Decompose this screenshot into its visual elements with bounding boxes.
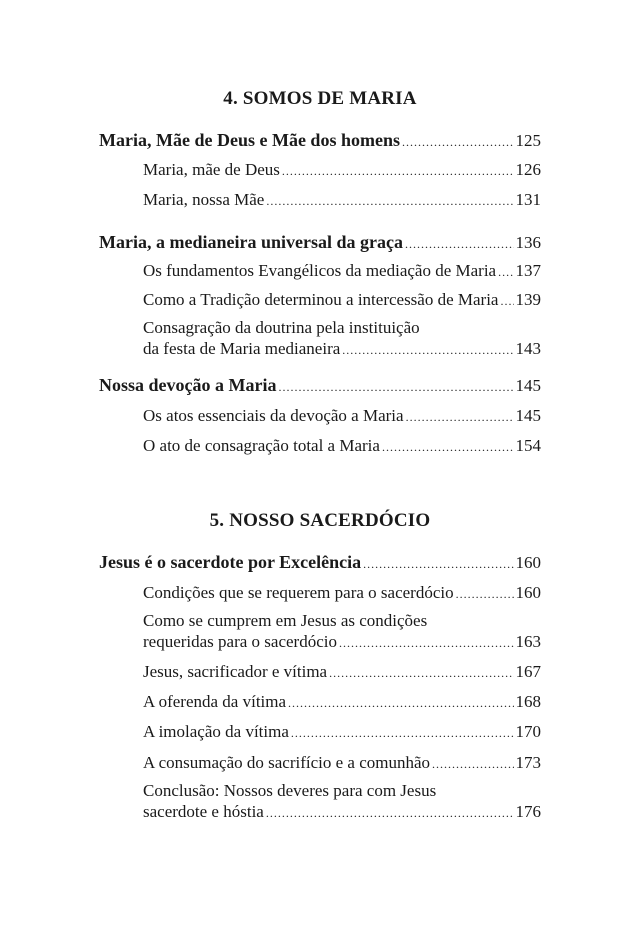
toc-entry bbox=[99, 230, 541, 256]
chapter-heading: 5. NOSSO SACERDÓCIO bbox=[209, 510, 431, 531]
entry-title-line1: Consagração da doutrina pela instituição bbox=[143, 318, 420, 337]
dot-leader bbox=[456, 582, 514, 606]
entry-page: 145 bbox=[515, 376, 541, 395]
entry-page: 173 bbox=[515, 753, 541, 772]
dot-leader bbox=[402, 130, 514, 154]
toc-entry bbox=[143, 337, 541, 362]
entry-page: 160 bbox=[515, 553, 541, 572]
dot-leader bbox=[432, 752, 513, 776]
entry-title: Os atos essenciais da devoção a Maria bbox=[143, 406, 404, 425]
entry-page: 137 bbox=[515, 261, 541, 280]
entry-title: Maria, nossa Mãe bbox=[143, 190, 265, 209]
dot-leader bbox=[329, 661, 513, 685]
entry-title: Nossa devoção a Maria bbox=[99, 375, 277, 395]
entry-title: A imolação da vítima bbox=[143, 722, 289, 741]
entry-page: 125 bbox=[515, 131, 541, 150]
entry-page: 143 bbox=[515, 339, 541, 358]
entry-page: 167 bbox=[515, 662, 541, 681]
entry-title: Jesus é o sacerdote por Excelência bbox=[99, 552, 362, 572]
entry-title: Jesus, sacrificador e vítima bbox=[143, 662, 328, 681]
dot-leader bbox=[266, 801, 514, 825]
entry-page: 136 bbox=[515, 233, 541, 252]
entry-page: 160 bbox=[515, 583, 541, 602]
dot-leader bbox=[363, 552, 513, 576]
entry-page: 139 bbox=[515, 290, 541, 309]
entry-title: Maria, mãe de Deus bbox=[143, 160, 280, 179]
toc-entry bbox=[143, 434, 541, 459]
entry-page: 170 bbox=[515, 722, 541, 741]
entry-title-line1: Como se cumprem em Jesus as condições bbox=[143, 611, 428, 630]
toc-entry bbox=[143, 158, 541, 183]
entry-title: Condições que se requerem para o sacerdócio bbox=[143, 583, 454, 602]
entry-title-line1: Conclusão: Nossos deveres para com Jesus bbox=[143, 781, 437, 800]
dot-leader bbox=[498, 260, 513, 284]
entry-title: Maria, a medianeira universal da graça bbox=[99, 232, 403, 252]
toc-entry bbox=[143, 288, 541, 313]
toc-entry bbox=[143, 581, 541, 606]
entry-page: 145 bbox=[515, 406, 541, 425]
toc-entry bbox=[143, 720, 541, 745]
toc-entry bbox=[143, 630, 541, 655]
entry-title: da festa de Maria medianeira bbox=[143, 339, 341, 358]
dot-leader bbox=[342, 338, 513, 362]
dot-leader bbox=[278, 375, 513, 399]
entry-page: 176 bbox=[515, 802, 541, 821]
dot-leader bbox=[339, 631, 514, 655]
entry-title: Os fundamentos Evangélicos da mediação de Maria bbox=[143, 261, 497, 280]
chapter-heading: 4. SOMOS DE MARIA bbox=[223, 88, 417, 109]
dot-leader bbox=[288, 691, 513, 715]
entry-title: A consumação do sacrifício e a comunhão bbox=[143, 753, 431, 772]
toc-entry bbox=[143, 800, 541, 825]
entry-title: sacerdote e hóstia bbox=[143, 802, 264, 821]
dot-leader bbox=[406, 405, 514, 429]
entry-page: 168 bbox=[515, 692, 541, 711]
toc-entry bbox=[143, 188, 541, 213]
entry-title: A oferenda da vítima bbox=[143, 692, 287, 711]
dot-leader bbox=[405, 232, 514, 256]
toc-entry bbox=[143, 690, 541, 715]
toc-entry bbox=[143, 259, 541, 284]
entry-title: Maria, Mãe de Deus e Mãe dos homens bbox=[99, 130, 400, 150]
entry-page: 163 bbox=[515, 632, 541, 651]
entry-title: O ato de consagração total a Maria bbox=[143, 436, 380, 455]
toc-entry bbox=[143, 404, 541, 429]
dot-leader bbox=[382, 435, 514, 459]
toc-entry bbox=[99, 550, 541, 576]
dot-leader bbox=[266, 189, 513, 213]
entry-page: 154 bbox=[515, 436, 541, 455]
dot-leader bbox=[282, 159, 514, 183]
entry-page: 131 bbox=[515, 190, 541, 209]
toc-entry bbox=[99, 128, 541, 154]
toc-entry bbox=[143, 751, 541, 776]
toc-entry bbox=[143, 660, 541, 685]
entry-page: 126 bbox=[515, 160, 541, 179]
toc-entry bbox=[99, 373, 541, 399]
dot-leader bbox=[500, 289, 513, 313]
entry-title: requeridas para o sacerdócio bbox=[143, 632, 337, 651]
dot-leader bbox=[291, 721, 514, 745]
entry-title: Como a Tradição determinou a intercessão de Maria bbox=[143, 290, 499, 309]
